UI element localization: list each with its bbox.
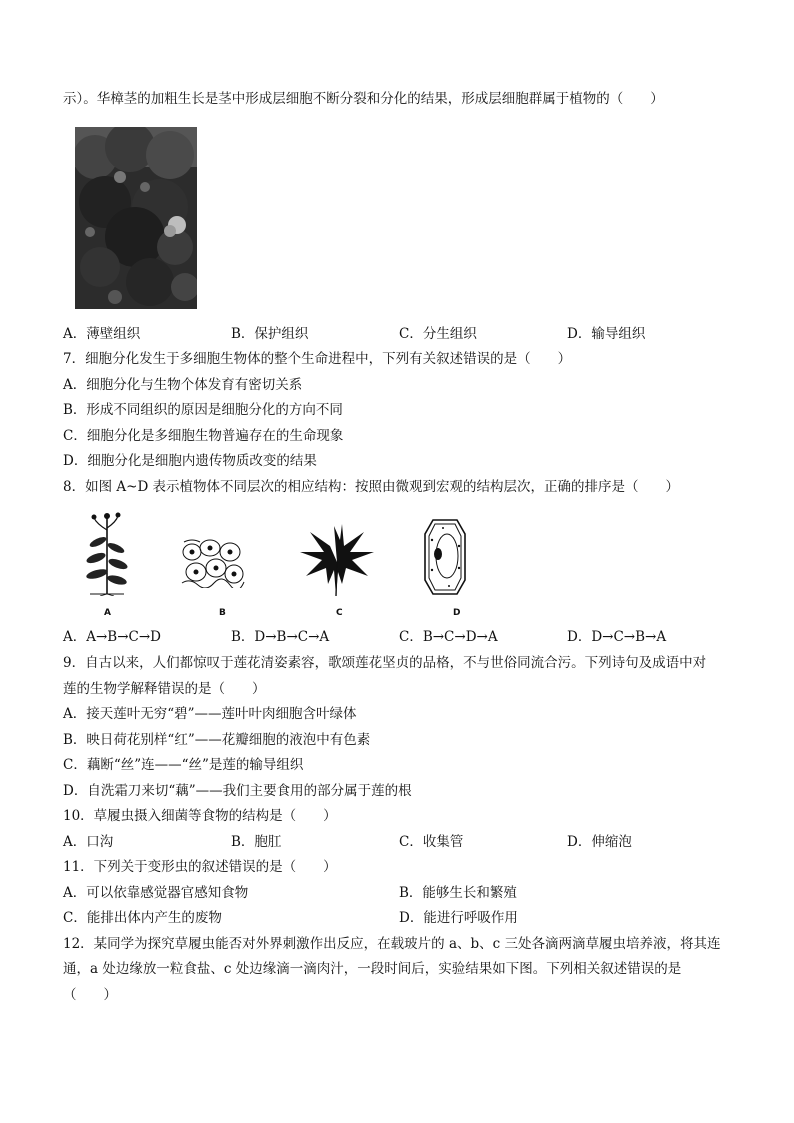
- tree-photo-icon: [75, 127, 197, 309]
- q7-option-c[interactable]: C．细胞分化是多细胞生物普遍存在的生命现象: [63, 428, 344, 444]
- figure-label-c: C: [336, 608, 343, 618]
- q9-option-c[interactable]: C．藕断“丝”连——“丝”是莲的输导组织: [63, 757, 304, 773]
- q12-stem-line1: 12．某同学为探究草履虫能否对外界刺激作出反应，在载玻片的 a、b、c 三处各滴两滴草履虫培养液，将其连: [63, 936, 721, 952]
- q8-option-a[interactable]: A．A→B→C→D: [63, 629, 162, 645]
- q8-option-c[interactable]: C．B→C→D→A: [399, 629, 498, 645]
- q6-option-a[interactable]: A．薄壁组织: [63, 326, 141, 342]
- q7-stem: 7．细胞分化发生于多细胞生物体的整个生命进程中，下列有关叙述错误的是（ ）: [63, 351, 572, 367]
- q10-stem: 10．草履虫摄入细菌等食物的结构是（ ）: [63, 808, 337, 824]
- q8-option-d[interactable]: D．D→C→B→A: [567, 629, 667, 645]
- q11-option-c[interactable]: C．能排出体内产生的废物: [63, 910, 222, 926]
- q9-option-a[interactable]: A．接天莲叶无穷“碧”——莲叶叶肉细胞含叶绿体: [63, 706, 357, 722]
- q11-option-b[interactable]: B．能够生长和繁殖: [399, 885, 517, 901]
- q12-stem-line3: （ ）: [63, 987, 117, 1003]
- figure-label-b: B: [219, 608, 226, 618]
- cell-icon: [423, 518, 467, 596]
- q6-stem: 示）。华樟茎的加粗生长是茎中形成层细胞不断分裂和分化的结果，形成层细胞群属于植物的（ ）: [63, 91, 664, 107]
- q10-option-b[interactable]: B．胞肛: [231, 834, 282, 850]
- q12-stem-line2: 通，a 处边缘放一粒食盐、c 处边缘滴一滴肉汁，一段时间后，实验结果如下图。下列相关叙述错误的是: [63, 961, 682, 977]
- q10-option-c[interactable]: C．收集管: [399, 834, 464, 850]
- leaf-icon: [298, 520, 376, 598]
- figure-label-d: D: [453, 608, 461, 618]
- q10-option-a[interactable]: A．口沟: [63, 834, 114, 850]
- q7-option-a[interactable]: A．细胞分化与生物个体发育有密切关系: [63, 377, 303, 393]
- q9-option-d[interactable]: D．自洗霜刀来切“藕”——我们主要食用的部分属于莲的根: [63, 783, 412, 799]
- q6-option-b[interactable]: B．保护组织: [231, 326, 309, 342]
- q6-option-c[interactable]: C．分生组织: [399, 326, 477, 342]
- figure-label-a: A: [104, 608, 111, 618]
- q9-stem-line1: 9．自古以来，人们都惊叹于莲花清姿素容，歌颂莲花坚贞的品格，不与世俗同流合污。下列诗句及成语中对: [63, 655, 707, 671]
- q10-option-d[interactable]: D．伸缩泡: [567, 834, 632, 850]
- tissue-icon: [180, 538, 246, 588]
- q6-option-d[interactable]: D．输导组织: [567, 326, 646, 342]
- q8-stem: 8．如图 A~D 表示植物体不同层次的相应结构：按照由微观到宏观的结构层次，正确的排序是（ ）: [63, 479, 680, 495]
- q9-stem-line2: 莲的生物学解释错误的是（ ）: [63, 681, 266, 697]
- q11-option-d[interactable]: D．能进行呼吸作用: [399, 910, 518, 926]
- q8-option-b[interactable]: B．D→B→C→A: [231, 629, 330, 645]
- plant-icon: [82, 510, 132, 596]
- q7-option-d[interactable]: D．细胞分化是细胞内遗传物质改变的结果: [63, 453, 317, 469]
- q11-stem: 11．下列关于变形虫的叙述错误的是（ ）: [63, 859, 337, 875]
- q9-option-b[interactable]: B．映日荷花别样“红”——花瓣细胞的液泡中有色素: [63, 732, 371, 748]
- q11-option-a[interactable]: A．可以依靠感觉器官感知食物: [63, 885, 249, 901]
- q7-option-b[interactable]: B．形成不同组织的原因是细胞分化的方向不同: [63, 402, 343, 418]
